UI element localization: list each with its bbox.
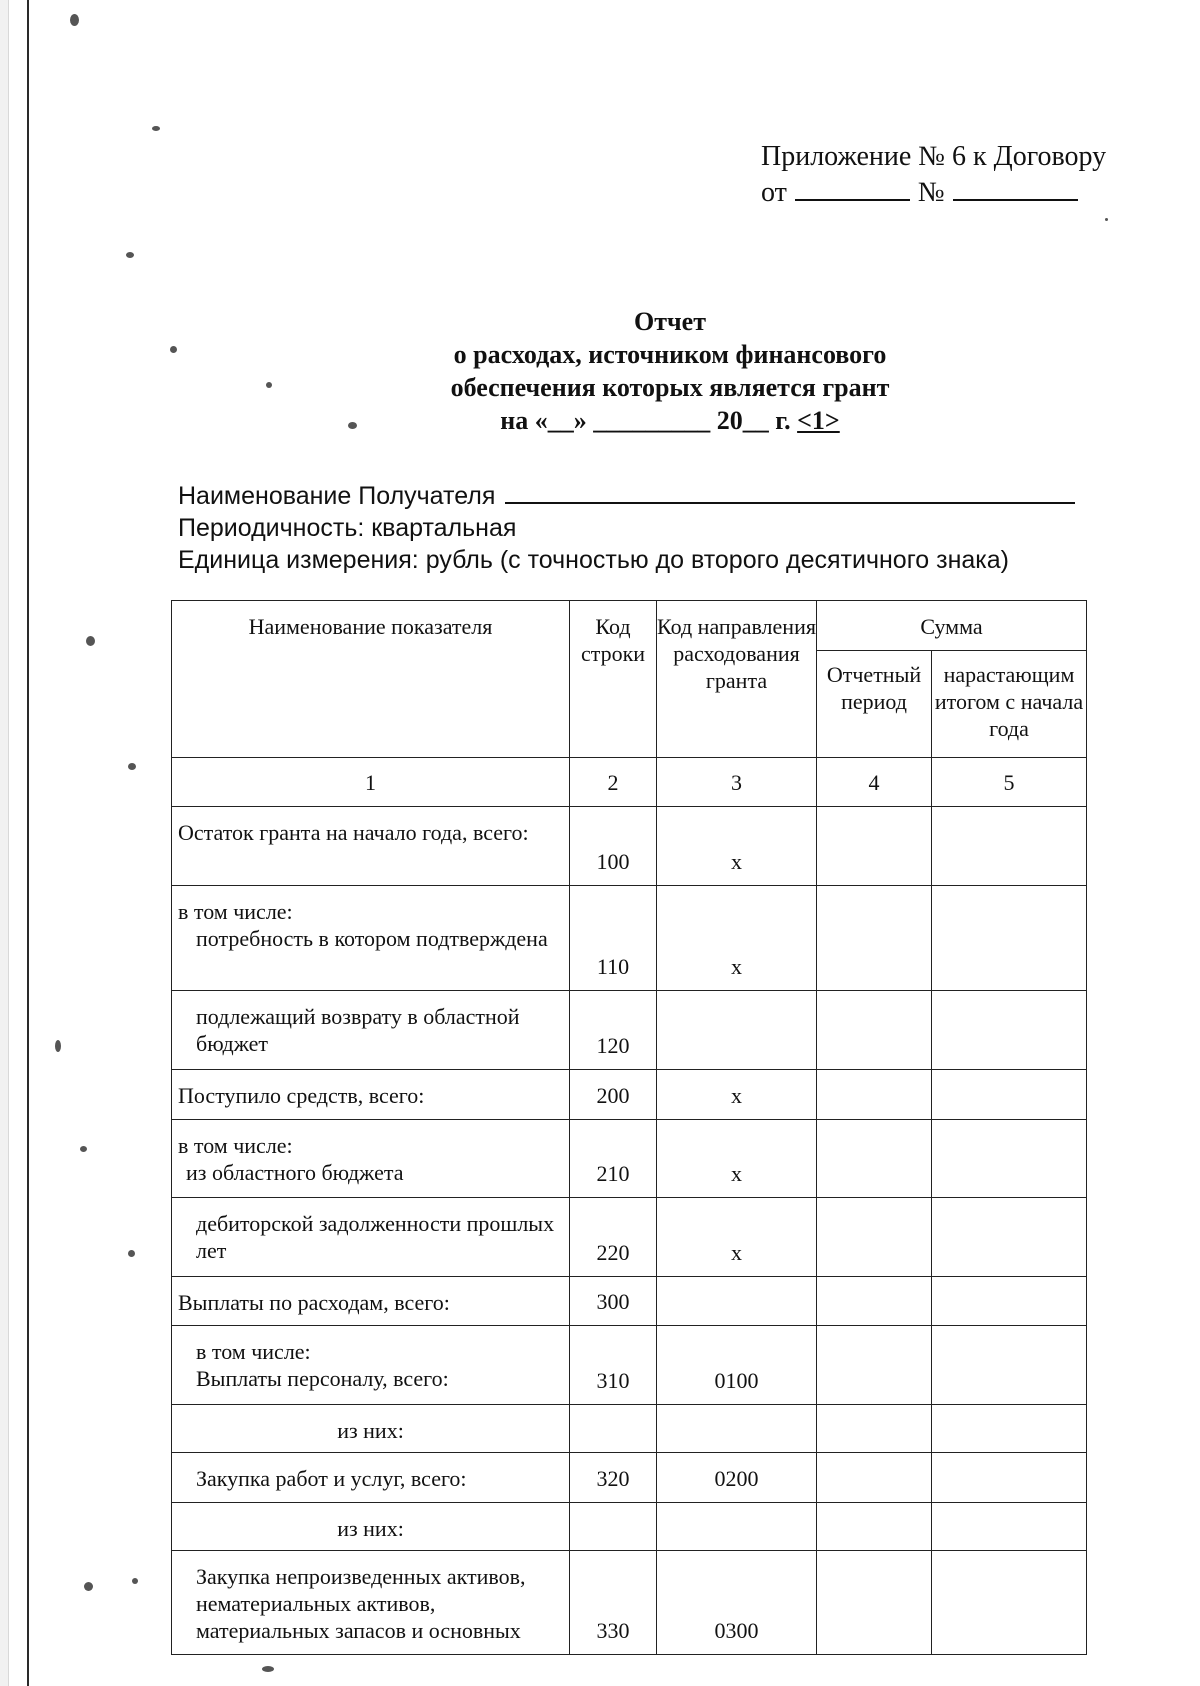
row-name: Закупка непроизведенных активов, нематериальных активов, материальных запасов и основных bbox=[172, 1551, 570, 1655]
scan-speck bbox=[128, 1250, 135, 1257]
direction-code: x bbox=[657, 1120, 817, 1198]
row-name: Выплаты персоналу, всего: bbox=[196, 1366, 449, 1391]
reporting-period-cell bbox=[817, 991, 932, 1070]
annex-title: Приложение № 6 к Договору bbox=[761, 141, 1107, 172]
direction-code: x bbox=[657, 886, 817, 991]
cumulative-cell bbox=[932, 1551, 1087, 1655]
annex-number-sign: № bbox=[917, 177, 945, 208]
row-code: 120 bbox=[570, 991, 657, 1070]
report-title bbox=[360, 305, 980, 437]
row-code: 330 bbox=[570, 1551, 657, 1655]
reporting-period-cell bbox=[817, 1070, 932, 1120]
annex-date-prefix: от bbox=[761, 177, 787, 208]
footnote-reference: <1> bbox=[797, 406, 840, 435]
table-row bbox=[172, 1453, 1087, 1503]
table-row bbox=[172, 1070, 1087, 1120]
header-indicator-name: Наименование показателя bbox=[172, 601, 570, 758]
cumulative-cell bbox=[932, 807, 1087, 886]
reporting-period-cell bbox=[817, 1551, 932, 1655]
scan-speck bbox=[266, 382, 272, 388]
scan-speck bbox=[86, 636, 95, 646]
column-number: 2 bbox=[570, 758, 657, 807]
report-date-line bbox=[360, 404, 980, 437]
row-name-cell bbox=[172, 1120, 570, 1198]
binding-margin-line bbox=[27, 0, 29, 1686]
row-name: Закупка работ и услуг, всего: bbox=[172, 1453, 570, 1503]
row-name: из областного бюджета bbox=[186, 1160, 404, 1185]
scan-speck bbox=[55, 1040, 61, 1052]
cumulative-cell bbox=[932, 886, 1087, 991]
cumulative-cell bbox=[932, 1503, 1087, 1551]
column-number: 1 bbox=[172, 758, 570, 807]
cumulative-cell bbox=[932, 1120, 1087, 1198]
column-number: 5 bbox=[932, 758, 1087, 807]
row-name: из них: bbox=[172, 1503, 570, 1551]
header-sum: Сумма bbox=[817, 601, 1087, 651]
header-direction-code: Код направления расходования гранта bbox=[657, 601, 817, 758]
report-title-line-2: о расходах, источником финансового bbox=[453, 340, 887, 369]
row-code: 320 bbox=[570, 1453, 657, 1503]
row-code: 210 bbox=[570, 1120, 657, 1198]
scan-speck bbox=[262, 1666, 274, 1672]
scan-speck bbox=[70, 14, 79, 26]
cumulative-cell bbox=[932, 1405, 1087, 1453]
reporting-period-cell bbox=[817, 1198, 932, 1277]
recipient-label: Наименование Получателя bbox=[178, 482, 496, 510]
periodicity: Периодичность: квартальная bbox=[178, 514, 517, 542]
report-title-line-3: обеспечения которых является грант bbox=[450, 373, 890, 402]
cumulative-cell bbox=[932, 1326, 1087, 1405]
reporting-period-cell bbox=[817, 1326, 932, 1405]
scan-speck bbox=[152, 126, 160, 131]
table-row bbox=[172, 807, 1087, 886]
row-code: 300 bbox=[570, 1277, 657, 1326]
unit-of-measure: Единица измерения: рубль (с точностью до второго десятичного знака) bbox=[178, 546, 1010, 574]
row-prefix: в том числе: bbox=[178, 899, 293, 924]
scan-speck bbox=[1105, 218, 1108, 221]
row-code: 110 bbox=[570, 886, 657, 991]
annex-date-blank bbox=[795, 175, 910, 201]
table-row bbox=[172, 1120, 1087, 1198]
header-row-code: Код строки bbox=[570, 601, 657, 758]
direction-code bbox=[657, 991, 817, 1070]
direction-code: x bbox=[657, 1198, 817, 1277]
reporting-period-cell bbox=[817, 886, 932, 991]
reporting-period-cell bbox=[817, 1405, 932, 1453]
row-code: 200 bbox=[570, 1070, 657, 1120]
row-name: Остаток гранта на начало года, всего: bbox=[172, 807, 570, 886]
annex-date-number-line bbox=[761, 175, 1106, 211]
table-row bbox=[172, 1277, 1087, 1326]
row-name: Поступило средств, всего: bbox=[172, 1070, 570, 1120]
scan-speck bbox=[348, 422, 357, 429]
recipient-row bbox=[178, 478, 1075, 512]
cumulative-cell bbox=[932, 991, 1087, 1070]
row-code bbox=[570, 1503, 657, 1551]
column-number: 3 bbox=[657, 758, 817, 807]
row-prefix: в том числе: bbox=[178, 1133, 293, 1158]
row-name-cell bbox=[172, 886, 570, 991]
direction-code: 0200 bbox=[657, 1453, 817, 1503]
reporting-period-cell bbox=[817, 1453, 932, 1503]
cumulative-cell bbox=[932, 1198, 1087, 1277]
reporting-period-cell bbox=[817, 1120, 932, 1198]
direction-code: 0100 bbox=[657, 1326, 817, 1405]
header-reporting-period: Отчетный период bbox=[817, 651, 932, 758]
scan-speck bbox=[126, 252, 134, 258]
direction-code bbox=[657, 1405, 817, 1453]
row-code: 100 bbox=[570, 807, 657, 886]
direction-code: x bbox=[657, 1070, 817, 1120]
scan-speck bbox=[128, 763, 136, 770]
scan-speck bbox=[84, 1582, 93, 1591]
cumulative-cell bbox=[932, 1277, 1087, 1326]
header-cumulative: нарастающим итогом с начала года bbox=[932, 651, 1087, 758]
row-name: подлежащий возврату в областной бюджет bbox=[172, 991, 570, 1070]
recipient-blank bbox=[505, 478, 1075, 504]
report-title-line-1: Отчет bbox=[634, 307, 706, 336]
reporting-period-cell bbox=[817, 1277, 932, 1326]
table-row bbox=[172, 1405, 1087, 1453]
annex-header bbox=[761, 139, 1106, 211]
scan-speck bbox=[80, 1146, 87, 1152]
report-date: на «__» _________ 20__ г. bbox=[500, 406, 791, 435]
table-row bbox=[172, 1198, 1087, 1277]
direction-code: x bbox=[657, 807, 817, 886]
direction-code bbox=[657, 1277, 817, 1326]
annex-number-blank bbox=[953, 175, 1078, 201]
column-number-row bbox=[172, 758, 1087, 807]
expense-report-table bbox=[171, 600, 1087, 1655]
table-row bbox=[172, 1326, 1087, 1405]
row-name: дебиторской задолженности прошлых лет bbox=[172, 1198, 570, 1277]
row-code bbox=[570, 1405, 657, 1453]
scan-speck bbox=[132, 1578, 138, 1584]
table-row bbox=[172, 1551, 1087, 1655]
table-row bbox=[172, 991, 1087, 1070]
reporting-period-cell bbox=[817, 807, 932, 886]
row-name-cell bbox=[172, 1326, 570, 1405]
cumulative-cell bbox=[932, 1453, 1087, 1503]
reporting-period-cell bbox=[817, 1503, 932, 1551]
row-code: 220 bbox=[570, 1198, 657, 1277]
direction-code: 0300 bbox=[657, 1551, 817, 1655]
table-row bbox=[172, 1503, 1087, 1551]
scan-left-edge bbox=[0, 0, 9, 1686]
row-prefix: в том числе: bbox=[196, 1339, 311, 1364]
cumulative-cell bbox=[932, 1070, 1087, 1120]
column-number: 4 bbox=[817, 758, 932, 807]
row-name: из них: bbox=[172, 1405, 570, 1453]
table-row bbox=[172, 886, 1087, 991]
direction-code bbox=[657, 1503, 817, 1551]
row-code: 310 bbox=[570, 1326, 657, 1405]
scan-speck bbox=[170, 346, 177, 353]
report-meta bbox=[178, 478, 1075, 576]
row-name: Выплаты по расходам, всего: bbox=[172, 1277, 570, 1326]
row-name: потребность в котором подтверждена bbox=[196, 926, 548, 951]
